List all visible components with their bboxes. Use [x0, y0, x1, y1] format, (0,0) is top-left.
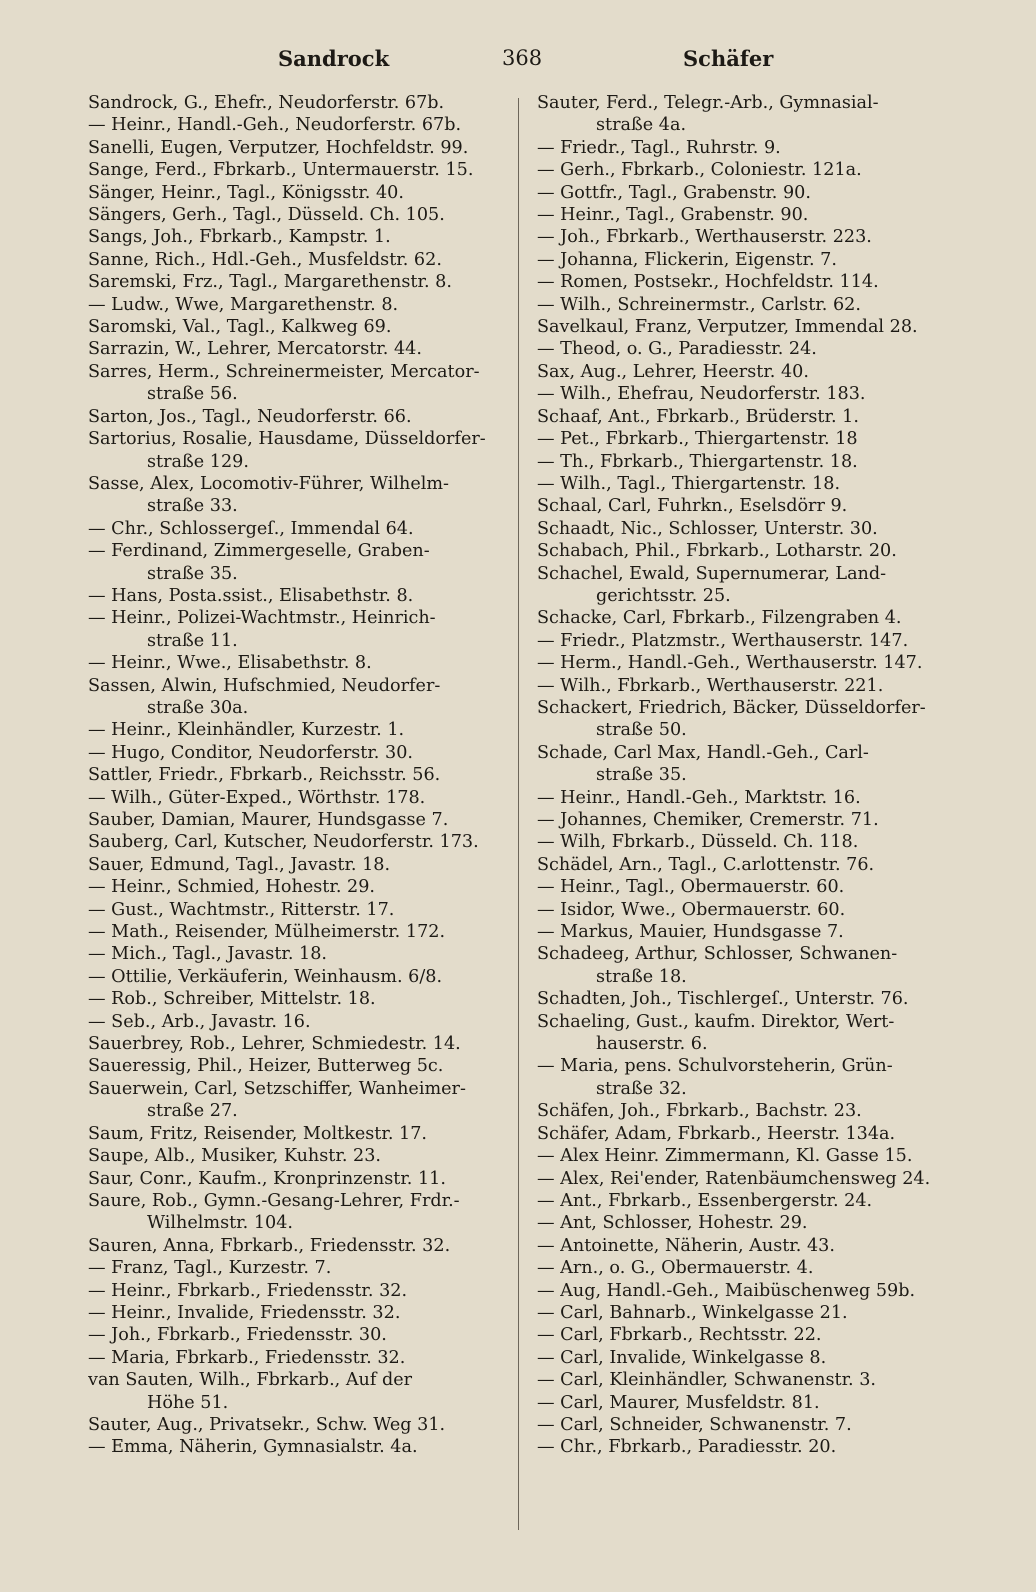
directory-entry: — Carl, Bahnarb., Winkelgasse 21.: [537, 1302, 848, 1323]
directory-entry: — Gust., Wachtmstr., Ritterstr. 17.: [88, 899, 395, 920]
page-number: 368: [502, 46, 543, 70]
directory-entry: — Ant, Schlosser, Hohestr. 29.: [537, 1213, 808, 1234]
directory-entry: — Heinr., Handl.-Geh., Neudorferstr. 67b.: [88, 115, 462, 136]
directory-entry: — Th., Fbrkarb., Thiergartenstr. 18.: [537, 451, 858, 472]
left-column: [88, 92, 503, 1459]
directory-entry: straße 27.: [147, 1101, 238, 1122]
directory-entry: Schäfen, Joh., Fbrkarb., Bachstr. 23.: [537, 1101, 862, 1122]
directory-entry: Sanelli, Eugen, Verputzer, Hochfeldstr. 99.: [88, 137, 469, 158]
directory-entry: Saupe, Alb., Musiker, Kuhstr. 23.: [88, 1146, 382, 1167]
directory-entry: straße 11.: [147, 630, 238, 651]
directory-entry: — Math., Reisender, Mülheimerstr. 172.: [88, 922, 446, 943]
directory-entry: — Joh., Fbrkarb., Friedensstr. 30.: [88, 1325, 387, 1346]
directory-entry: Sasse, Alex, Locomotiv-Führer, Wilhelm-: [88, 473, 450, 494]
directory-entry: — Herm., Handl.-Geh., Werthauserstr. 147.: [537, 653, 923, 674]
directory-entry: — Chr., Fbrkarb., Paradiesstr. 20.: [537, 1437, 837, 1458]
directory-entry: Sarton, Jos., Tagl., Neudorferstr. 66.: [88, 406, 412, 427]
directory-entry: — Heinr., Schmied, Hohestr. 29.: [88, 877, 375, 898]
header-left-keyword: Sandrock: [278, 46, 390, 71]
directory-entry: straße 35.: [147, 563, 238, 584]
directory-entry: straße 50.: [596, 720, 687, 741]
directory-entry: — Gottfr., Tagl., Grabenstr. 90.: [537, 182, 811, 203]
directory-entry: Schäfer, Adam, Fbrkarb., Heerstr. 134a.: [537, 1123, 896, 1144]
directory-entry: Schaaf, Ant., Fbrkarb., Brüderstr. 1.: [537, 406, 859, 427]
directory-entry: Schackert, Friedrich, Bäcker, Düsseldorfer-: [537, 697, 926, 718]
directory-entry: — Heinr., Polizei-Wachtmstr., Heinrich-: [88, 608, 436, 629]
directory-entry: Sauerbrey, Rob., Lehrer, Schmiedestr. 14.: [88, 1034, 461, 1055]
directory-entry: — Alex Heinr. Zimmermann, Kl. Gasse 15.: [537, 1146, 913, 1167]
directory-entry: Saur, Conr., Kaufm., Kronprinzenstr. 11.: [88, 1168, 446, 1189]
directory-entry: — Wilh., Fbrkarb., Werthauserstr. 221.: [537, 675, 884, 696]
directory-entry: Höhe 51.: [147, 1392, 229, 1413]
directory-entry: — Heinr., Tagl., Obermauerstr. 60.: [537, 877, 845, 898]
directory-entry: — Wilh., Güter-Exped., Wörthstr. 178.: [88, 787, 426, 808]
directory-entry: Sauter, Aug., Privatsekr., Schw. Weg 31.: [88, 1414, 446, 1435]
directory-entry: — Romen, Postsekr., Hochfeldstr. 114.: [537, 272, 879, 293]
directory-entry: — Heinr., Invalide, Friedensstr. 32.: [88, 1302, 401, 1323]
directory-entry: Schaadt, Nic., Schlosser, Unterstr. 30.: [537, 518, 878, 539]
directory-entry: — Heinr., Fbrkarb., Friedensstr. 32.: [88, 1280, 408, 1301]
directory-entry: — Antoinette, Näherin, Austr. 43.: [537, 1235, 835, 1256]
directory-entry: straße 33.: [147, 496, 238, 517]
directory-entry: Sauter, Ferd., Telegr.-Arb., Gymnasial-: [537, 93, 879, 113]
directory-entry: Sauber, Damian, Maurer, Hundsgasse 7.: [88, 810, 449, 830]
directory-entry: — Friedr., Tagl., Ruhrstr. 9.: [537, 137, 781, 158]
directory-entry: Sanne, Rich., Hdl.-Geh., Musfeldstr. 62.: [88, 249, 442, 270]
directory-entry: straße 18.: [596, 966, 687, 987]
directory-entry: straße 30a.: [147, 697, 249, 718]
directory-entry: — Maria, pens. Schulvorsteherin, Grün-: [537, 1056, 893, 1077]
directory-entry: — Ottilie, Verkäuferin, Weinhausm. 6/8.: [88, 966, 443, 987]
directory-entry: — Wilh., Schreinermstr., Carlstr. 62.: [537, 294, 861, 315]
directory-entry: Sartorius, Rosalie, Hausdame, Düsseldorfer-: [88, 429, 486, 450]
directory-entry: — Johannes, Chemiker, Cremerstr. 71.: [537, 810, 879, 830]
directory-entry: Saueressig, Phil., Heizer, Butterweg 5c.: [88, 1056, 444, 1077]
directory-entry: gerichtsstr. 25.: [596, 585, 731, 606]
directory-entry: van Sauten, Wilh., Fbrkarb., Auf der: [88, 1370, 413, 1391]
directory-entry: — Mich., Tagl., Javastr. 18.: [88, 944, 328, 965]
directory-entry: — Arn., o. G., Obermauerstr. 4.: [537, 1258, 814, 1279]
directory-entry: — Wilh., Ehefrau, Neudorferstr. 183.: [537, 384, 866, 405]
page-header: [0, 46, 1036, 76]
directory-entry: straße 35.: [596, 765, 687, 786]
directory-entry: Schaal, Carl, Fuhrkn., Eselsdörr 9.: [537, 496, 848, 517]
directory-entry: Saremski, Frz., Tagl., Margarethenstr. 8.: [88, 272, 452, 293]
directory-entry: — Heinr., Wwe., Elisabethstr. 8.: [88, 653, 372, 674]
directory-entry: — Theod, o. G., Paradiesstr. 24.: [537, 339, 817, 360]
directory-entry: — Heinr., Handl.-Geh., Marktstr. 16.: [537, 787, 861, 808]
directory-entry: Sängers, Gerh., Tagl., Düsseld. Ch. 105.: [88, 205, 445, 226]
directory-entry: Saure, Rob., Gymn.-Gesang-Lehrer, Frdr.-: [88, 1190, 460, 1211]
directory-entry: Wilhelmstr. 104.: [147, 1213, 294, 1234]
directory-entry: — Carl, Kleinhändler, Schwanenstr. 3.: [537, 1370, 877, 1391]
header-right-keyword: Schäfer: [683, 46, 774, 71]
directory-entry: Schädel, Arn., Tagl., C.arlottenstr. 76.: [537, 854, 875, 875]
directory-entry: — Chr., Schlossergeſ., Immendal 64.: [88, 518, 414, 539]
directory-entry: hauserstr. 6.: [596, 1034, 708, 1055]
right-column: [537, 92, 962, 1459]
directory-entry: — Heinr., Tagl., Grabenstr. 90.: [537, 205, 809, 226]
directory-entry: straße 129.: [147, 451, 249, 472]
directory-entry: — Gerh., Fbrkarb., Coloniestr. 121a.: [537, 160, 862, 181]
directory-entry: straße 4a.: [596, 115, 687, 136]
directory-entry: — Wilh, Fbrkarb., Düsseld. Ch. 118.: [537, 832, 859, 853]
directory-entry: Savelkaul, Franz, Verputzer, Immendal 28.: [537, 317, 918, 338]
directory-entry: Sarrazin, W., Lehrer, Mercatorstr. 44.: [88, 339, 422, 360]
directory-entry: — Markus, Mauier, Hundsgasse 7.: [537, 922, 844, 943]
directory-entry: Sarres, Herm., Schreinermeister, Mercator-: [88, 361, 480, 382]
directory-entry: Sauberg, Carl, Kutscher, Neudorferstr. 173.: [88, 832, 479, 853]
directory-entry: — Heinr., Kleinhändler, Kurzestr. 1.: [88, 720, 405, 741]
directory-entry: Sauer, Edmund, Tagl., Javastr. 18.: [88, 854, 391, 875]
directory-entry: Schadten, Joh., Tischlergeſ., Unterstr. 76.: [537, 989, 909, 1010]
directory-entry: — Ludw., Wwe, Margarethenstr. 8.: [88, 294, 399, 315]
directory-entry: — Maria, Fbrkarb., Friedensstr. 32.: [88, 1347, 406, 1368]
directory-entry: Schadeeg, Arthur, Schlosser, Schwanen-: [537, 944, 898, 965]
directory-entry: — Emma, Näherin, Gymnasialstr. 4a.: [88, 1437, 418, 1458]
directory-entry: — Friedr., Platzmstr., Werthauserstr. 147.: [537, 630, 909, 651]
directory-entry: — Pet., Fbrkarb., Thiergartenstr. 18: [537, 429, 858, 450]
directory-entry: Sax, Aug., Lehrer, Heerstr. 40.: [537, 361, 809, 382]
directory-entry: straße 32.: [596, 1078, 687, 1099]
directory-entry: Schachel, Ewald, Supernumerar, Land-: [537, 563, 887, 584]
directory-entry: Sänger, Heinr., Tagl., Königsstr. 40.: [88, 182, 404, 203]
directory-entry: straße 56.: [147, 384, 238, 405]
directory-entry: Sauren, Anna, Fbrkarb., Friedensstr. 32.: [88, 1235, 451, 1256]
directory-entry: — Wilh., Tagl., Thiergartenstr. 18.: [537, 473, 841, 494]
directory-entry: Schabach, Phil., Fbrkarb., Lotharstr. 20.: [537, 541, 897, 562]
directory-entry: — Hans, Posta.ssist., Elisabethstr. 8.: [88, 585, 414, 606]
directory-entry: — Isidor, Wwe., Obermauerstr. 60.: [537, 899, 846, 920]
directory-entry: Sattler, Friedr., Fbrkarb., Reichsstr. 56.: [88, 765, 441, 786]
directory-entry: — Joh., Fbrkarb., Werthauserstr. 223.: [537, 227, 872, 248]
directory-entry: — Alex, Rei'ender, Ratenbäumchensweg 24.: [537, 1168, 931, 1189]
directory-entry: — Aug, Handl.-Geh., Maibüschenweg 59b.: [537, 1280, 916, 1301]
directory-entry: Sassen, Alwin, Hufschmied, Neudorfer-: [88, 675, 441, 696]
directory-entry: Sauerwein, Carl, Setzschiffer, Wanheimer-: [88, 1078, 466, 1099]
directory-entry: — Seb., Arb., Javastr. 16.: [88, 1011, 311, 1032]
directory-entry: Schaeling, Gust., kaufm. Direktor, Wert-: [537, 1011, 895, 1032]
directory-entry: — Franz, Tagl., Kurzestr. 7.: [88, 1258, 332, 1279]
directory-entry: Sangs, Joh., Fbrkarb., Kampstr. 1.: [88, 227, 391, 248]
directory-entry: — Carl, Fbrkarb., Rechtsstr. 22.: [537, 1325, 822, 1346]
directory-entry: — Carl, Schneider, Schwanenstr. 7.: [537, 1414, 852, 1435]
directory-entry: — Carl, Maurer, Musfeldstr. 81.: [537, 1392, 820, 1413]
directory-entry: Saum, Fritz, Reisender, Moltkestr. 17.: [88, 1123, 428, 1144]
directory-entry: — Ant., Fbrkarb., Essenbergerstr. 24.: [537, 1190, 873, 1211]
column-divider: [518, 98, 519, 1530]
directory-entry: Sandrock, G., Ehefr., Neudorferstr. 67b.: [88, 93, 445, 113]
directory-entry: Saromski, Val., Tagl., Kalkweg 69.: [88, 317, 392, 338]
directory-entry: Schade, Carl Max, Handl.-Geh., Carl-: [537, 742, 869, 763]
directory-entry: — Carl, Invalide, Winkelgasse 8.: [537, 1347, 827, 1368]
directory-entry: — Ferdinand, Zimmergeselle, Graben-: [88, 541, 430, 562]
directory-entry: — Hugo, Conditor, Neudorferstr. 30.: [88, 742, 413, 763]
directory-entry: Schacke, Carl, Fbrkarb., Filzengraben 4.: [537, 608, 902, 629]
directory-entry: — Johanna, Flickerin, Eigenstr. 7.: [537, 249, 837, 270]
directory-entry: — Rob., Schreiber, Mittelstr. 18.: [88, 989, 376, 1010]
directory-entry: Sange, Ferd., Fbrkarb., Untermauerstr. 15.: [88, 160, 474, 181]
